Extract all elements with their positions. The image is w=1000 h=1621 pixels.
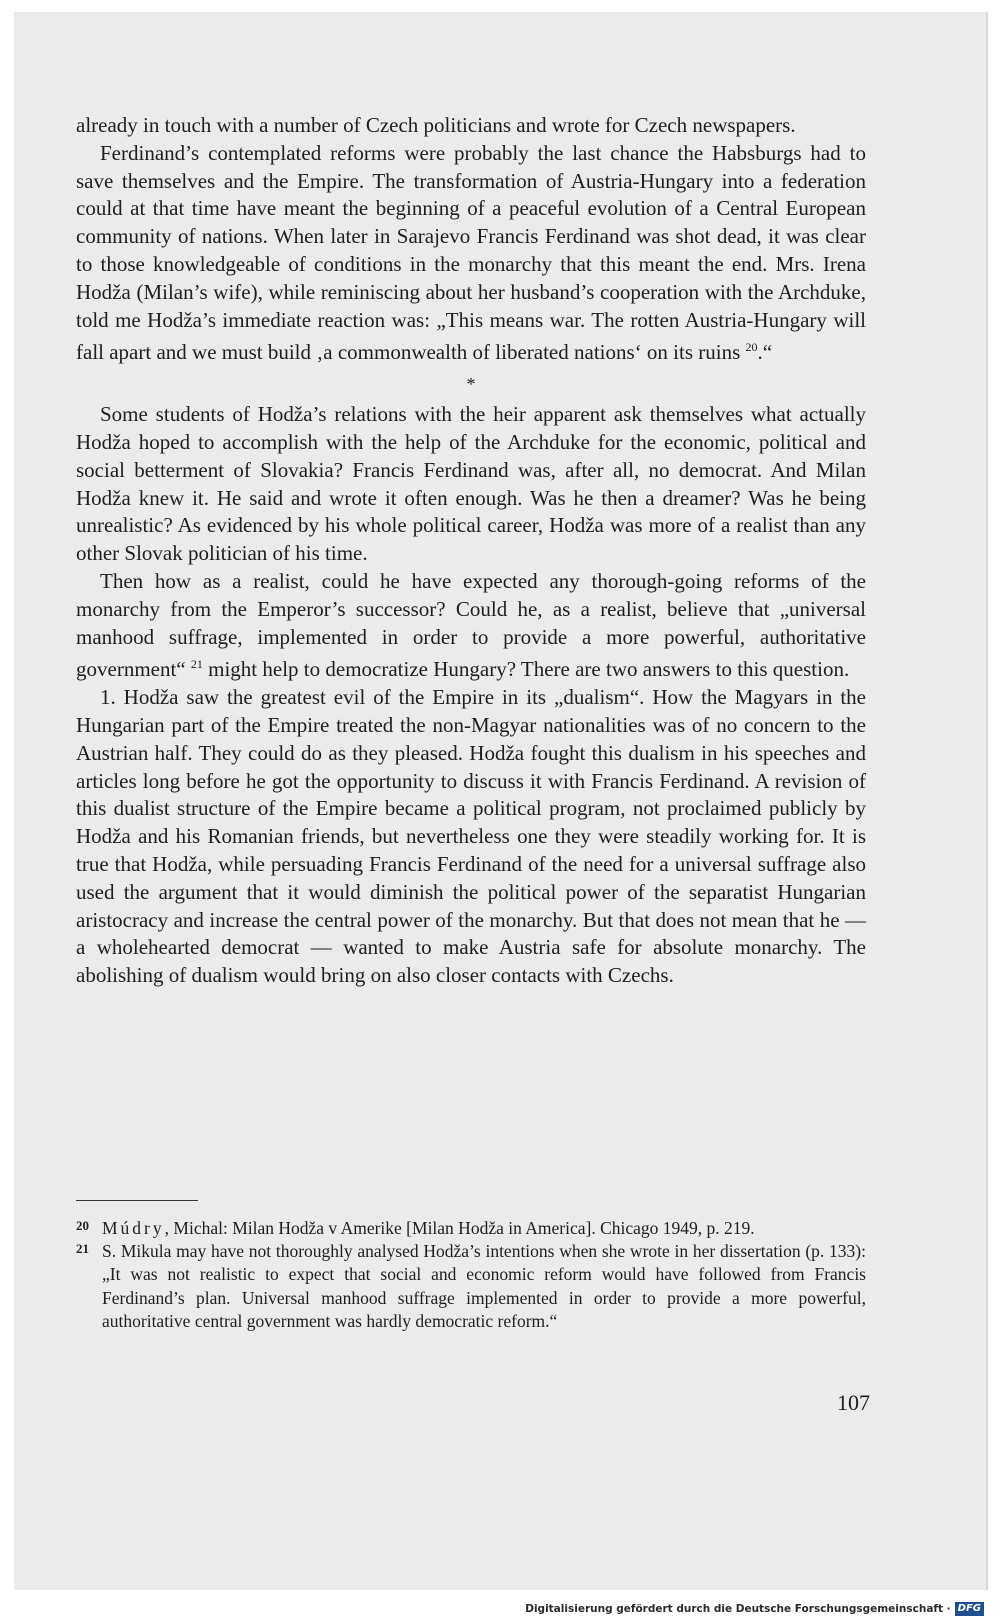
footer-text: Digitalisierung gefördert durch die Deutsche Forschungsgemeinschaft · [525,1602,951,1615]
footnote-author: Múdry [102,1218,165,1238]
closing-quote: .“ [757,340,773,365]
footnote-citation: , Michal: Milan Hodža v Amerike [Milan Hodža in America]. Chicago 1949, p. 219. [164,1218,755,1238]
page-number: 107 [837,1390,870,1415]
footnotes [76,1217,866,1333]
footnote-ref-21: 21 [190,657,203,672]
section-break-asterisk: * [466,374,476,395]
footnote-separator [76,1200,198,1201]
footnote-21 [76,1240,866,1333]
paragraph-dualism: 1. Hodža saw the greatest evil of the Empire in its „dualism“. How the Magyars in the Hungarian part of the Empire treated the non-Magyar nationalities was of no concern to the Austrian half. They could do as they pleased. Hodža fought this dualism in his speeches and articles long before he got the opportunity to discuss it with Francis Ferdinand. A revision of this dualist structure of the Empire became a political program, not proclaimed publicly by Hodža and his Romanian friends, but nevertheless one they were steadily working for. It is true that Hodža, while persuading Francis Ferdinand of the need for a universal suffrage also used the argument that it would diminish the political power of the separatist Hungarian aristocracy and increase the central power of the monarchy. But that does not mean that he — a wholehearted democrat — wanted to make Austria safe for absolute monarchy. The abolishing of dualism would bring on also closer contacts with Czechs. [76,685,866,988]
paragraph-continuation: already in touch with a number of Czech politicians and wrote for Czech newspapers. [76,113,796,137]
footnote-number: 20 [76,1218,89,1233]
footnote-ref-20: 20 [745,340,758,355]
paragraph-ferdinand-reforms [76,140,866,367]
paragraph-realist-question [76,568,866,684]
footnote-text: S. Mikula may have not thoroughly analysed Hodža’s intentions when she wrote in her dissertation (p. 133): „It was not realistic to expect that social and economic reform would have followed from Francis Ferdinand’s plan. Universal manhood suffrage implemented in order to provide a more powerful, authoritative central government was hardly democratic reform.“ [102,1241,866,1331]
main-text [76,112,866,990]
paragraph-realist-question-text: Then how as a realist, could he have expected any thorough-going reforms of the monarchy from the Emperor’s successor? Could he, as a realist, believe that „universal manhood suffrage, implemented in order to provide a more powerful, authoritative government“ [76,568,866,682]
footnote-20 [76,1217,866,1240]
footnote-text [102,1217,866,1240]
paragraph-realist-question-tail: might help to democratize Hungary? There are two answers to this question. [202,657,850,682]
footnote-number: 21 [76,1241,89,1257]
digitization-footer [525,1600,984,1617]
paragraph-students-of-hodza: Some students of Hodža’s relations with the heir apparent ask themselves what actually Hodža hoped to accomplish with the help of the Archduke for the economic, political and social betterment of Slovakia? Francis Ferdinand was, after all, no democrat. And Milan Hodža knew it. He said and wrote it often enough. Was he then a dreamer? Was he being unrealistic? As evidenced by his whole political career, Hodža was more of a realist than any other Slovak politician of his time. [76,402,866,566]
dfg-logo: DFG [955,1602,984,1616]
paragraph-ferdinand-reforms-text: Ferdinand’s contemplated reforms were probably the last chance the Habsburgs had to save themselves and the Empire. The transformation of Austria-Hungary into a federation could at that time have meant the beginning of a peaceful evolution of a Central European community of nations. When later in Sarajevo Francis Ferdinand was shot dead, it was clear to those knowledgeable of conditions in the monarchy that this meant the end. Mrs. Irena Hodža (Milan’s wife), while reminiscing about her husband’s cooperation with the Archduke, told me Hodža’s immediate reaction was: „This means war. The rotten Austria-Hungary will fall apart and we must build ‚a commonwealth of liberated nations‘ on its ruins [76,140,866,365]
